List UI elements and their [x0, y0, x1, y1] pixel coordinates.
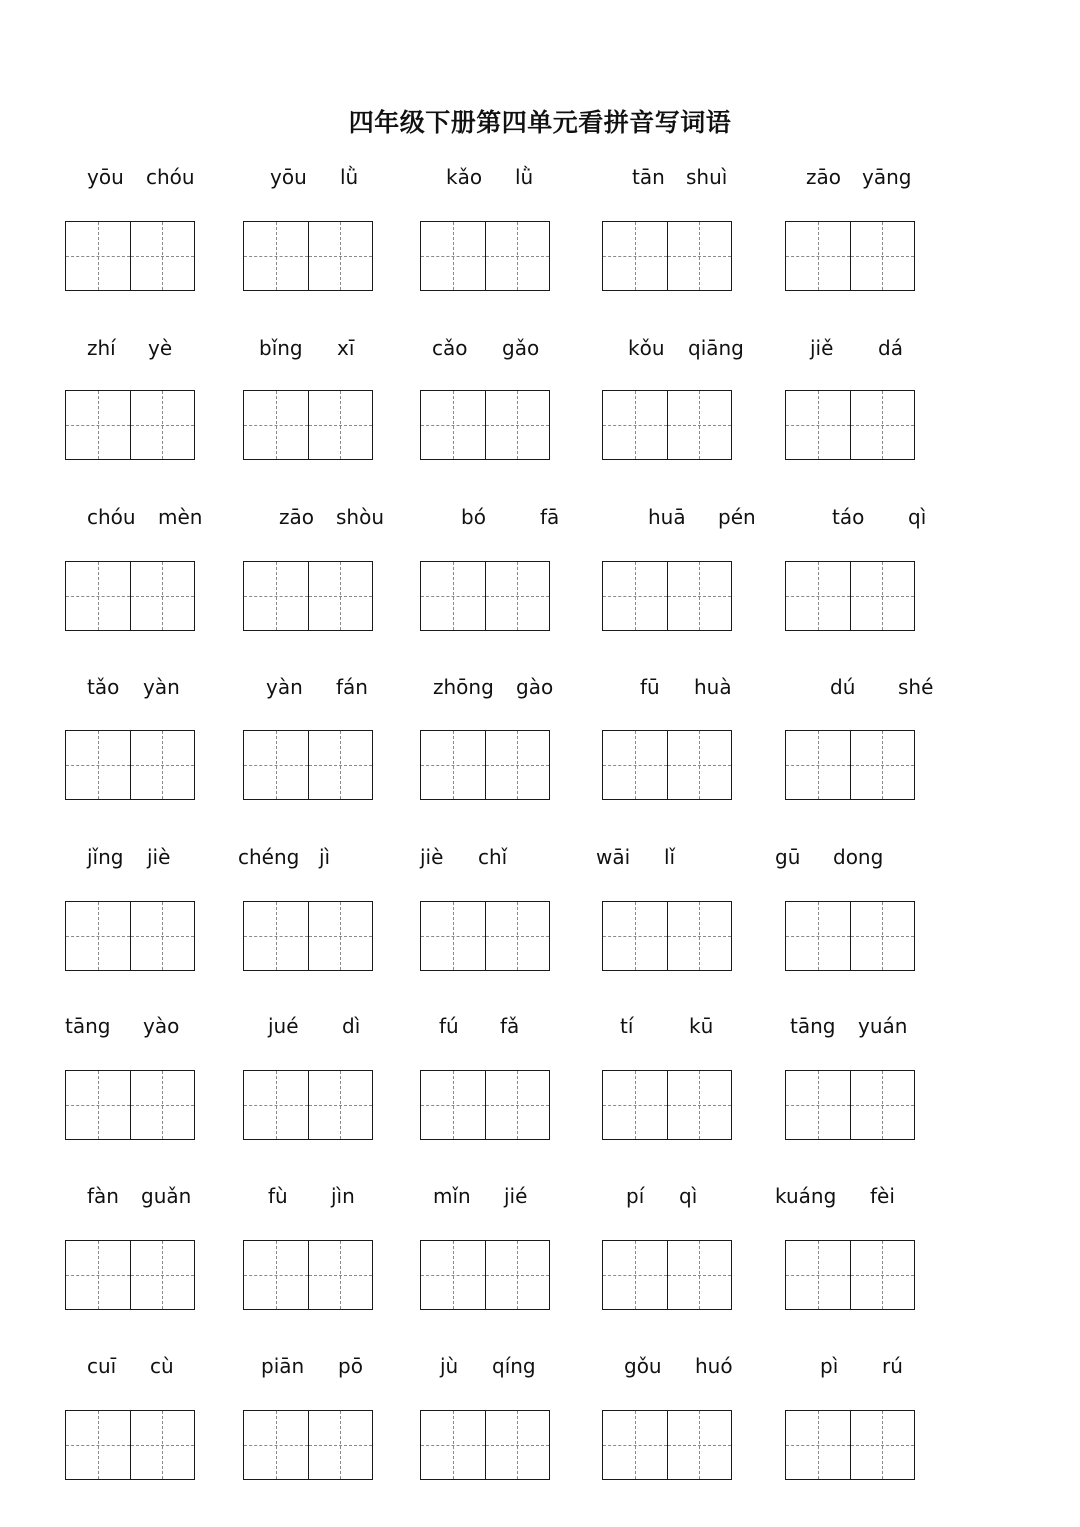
pinyin-syllable: fèi: [870, 1184, 895, 1208]
writing-box[interactable]: [785, 901, 915, 971]
character-cell[interactable]: [130, 1241, 195, 1309]
pinyin-syllable: pén: [718, 505, 756, 529]
character-cell[interactable]: [786, 222, 850, 290]
writing-box[interactable]: [420, 1240, 550, 1310]
writing-box[interactable]: [602, 1410, 732, 1480]
horizontal-guide-line: [244, 425, 308, 426]
writing-box[interactable]: [65, 221, 195, 291]
pinyin-syllable: bǐng: [259, 336, 303, 360]
character-cell[interactable]: [667, 1071, 732, 1139]
pinyin-syllable: pí: [626, 1184, 645, 1208]
character-cell[interactable]: [130, 1411, 195, 1479]
character-cell[interactable]: [244, 731, 308, 799]
writing-box[interactable]: [602, 730, 732, 800]
horizontal-guide-line: [421, 765, 485, 766]
character-cell[interactable]: [667, 1241, 732, 1309]
horizontal-guide-line: [131, 936, 195, 937]
pinyin-syllable: chǐ: [478, 845, 508, 869]
horizontal-guide-line: [486, 256, 550, 257]
pinyin-syllable: fā: [540, 505, 560, 529]
horizontal-guide-line: [786, 936, 850, 937]
pinyin-syllable: kū: [689, 1014, 714, 1038]
pinyin-syllable: fū: [640, 675, 660, 699]
character-cell[interactable]: [786, 1241, 850, 1309]
pinyin-syllable: tāng: [790, 1014, 836, 1038]
character-cell[interactable]: [308, 391, 373, 459]
writing-box[interactable]: [243, 730, 373, 800]
horizontal-guide-line: [486, 596, 550, 597]
horizontal-guide-line: [603, 596, 667, 597]
horizontal-guide-line: [131, 1445, 195, 1446]
horizontal-guide-line: [66, 1105, 130, 1106]
pinyin-syllable: fán: [336, 675, 368, 699]
character-cell[interactable]: [603, 562, 667, 630]
character-cell[interactable]: [850, 222, 915, 290]
writing-box[interactable]: [602, 390, 732, 460]
character-cell[interactable]: [786, 1071, 850, 1139]
character-cell[interactable]: [421, 391, 485, 459]
character-cell[interactable]: [421, 1411, 485, 1479]
pinyin-syllable: piān: [261, 1354, 305, 1378]
character-cell[interactable]: [130, 391, 195, 459]
horizontal-guide-line: [309, 1275, 373, 1276]
character-cell[interactable]: [850, 1071, 915, 1139]
horizontal-guide-line: [66, 256, 130, 257]
horizontal-guide-line: [131, 1275, 195, 1276]
horizontal-guide-line: [421, 1275, 485, 1276]
pinyin-syllable: dì: [342, 1014, 361, 1038]
horizontal-guide-line: [309, 1445, 373, 1446]
horizontal-guide-line: [486, 1275, 550, 1276]
character-cell[interactable]: [308, 222, 373, 290]
pinyin-syllable: qíng: [492, 1354, 536, 1378]
pinyin-syllable: jié: [504, 1184, 528, 1208]
horizontal-guide-line: [668, 1275, 732, 1276]
character-cell[interactable]: [66, 1241, 130, 1309]
character-cell[interactable]: [66, 562, 130, 630]
horizontal-guide-line: [309, 596, 373, 597]
writing-box[interactable]: [602, 1070, 732, 1140]
horizontal-guide-line: [668, 765, 732, 766]
character-cell[interactable]: [850, 1241, 915, 1309]
pinyin-syllable: fǎ: [500, 1014, 520, 1038]
pinyin-syllable: yuán: [858, 1014, 908, 1038]
horizontal-guide-line: [668, 1445, 732, 1446]
character-cell[interactable]: [485, 902, 550, 970]
pinyin-syllable: tǎo: [87, 675, 120, 699]
horizontal-guide-line: [486, 1105, 550, 1106]
character-cell[interactable]: [485, 1071, 550, 1139]
character-cell[interactable]: [667, 1411, 732, 1479]
character-cell[interactable]: [667, 562, 732, 630]
page-title: 四年级下册第四单元看拼音写词语: [348, 108, 732, 137]
pinyin-syllable: fàn: [87, 1184, 119, 1208]
horizontal-guide-line: [66, 425, 130, 426]
character-cell[interactable]: [308, 562, 373, 630]
character-cell[interactable]: [244, 902, 308, 970]
pinyin-syllable: jǐng: [87, 845, 124, 869]
writing-box[interactable]: [65, 730, 195, 800]
horizontal-guide-line: [244, 1445, 308, 1446]
writing-box[interactable]: [420, 390, 550, 460]
horizontal-guide-line: [244, 596, 308, 597]
pinyin-syllable: yào: [143, 1014, 180, 1038]
pinyin-syllable: zāo: [806, 165, 841, 189]
writing-box[interactable]: [243, 221, 373, 291]
writing-box[interactable]: [243, 901, 373, 971]
horizontal-guide-line: [786, 596, 850, 597]
pinyin-syllable: gǎo: [502, 336, 540, 360]
pinyin-syllable: huà: [694, 675, 732, 699]
character-cell[interactable]: [244, 562, 308, 630]
pinyin-syllable: shé: [898, 675, 934, 699]
writing-box[interactable]: [785, 221, 915, 291]
writing-box[interactable]: [420, 730, 550, 800]
character-cell[interactable]: [130, 562, 195, 630]
horizontal-guide-line: [486, 765, 550, 766]
pinyin-syllable: yōu: [270, 165, 307, 189]
horizontal-guide-line: [244, 765, 308, 766]
pinyin-syllable: jiě: [810, 336, 834, 360]
pinyin-syllable: bó: [461, 505, 486, 529]
character-cell[interactable]: [130, 1071, 195, 1139]
writing-box[interactable]: [420, 901, 550, 971]
horizontal-guide-line: [603, 936, 667, 937]
pinyin-syllable: qì: [679, 1184, 698, 1208]
pinyin-syllable: jiè: [147, 845, 171, 869]
horizontal-guide-line: [603, 256, 667, 257]
horizontal-guide-line: [309, 425, 373, 426]
character-cell[interactable]: [485, 1241, 550, 1309]
character-cell[interactable]: [244, 1071, 308, 1139]
character-cell[interactable]: [485, 562, 550, 630]
character-cell[interactable]: [308, 1241, 373, 1309]
pinyin-syllable: fù: [268, 1184, 288, 1208]
horizontal-guide-line: [66, 765, 130, 766]
pinyin-syllable: yàn: [143, 675, 180, 699]
pinyin-syllable: qì: [908, 505, 927, 529]
character-cell[interactable]: [603, 222, 667, 290]
pinyin-syllable: jìn: [331, 1184, 355, 1208]
writing-box[interactable]: [243, 1240, 373, 1310]
pinyin-syllable: fú: [439, 1014, 459, 1038]
horizontal-guide-line: [66, 936, 130, 937]
horizontal-guide-line: [309, 1105, 373, 1106]
pinyin-syllable: chéng: [238, 845, 300, 869]
horizontal-guide-line: [486, 1445, 550, 1446]
horizontal-guide-line: [244, 936, 308, 937]
pinyin-syllable: zāo: [279, 505, 314, 529]
character-cell[interactable]: [421, 902, 485, 970]
character-cell[interactable]: [66, 1411, 130, 1479]
horizontal-guide-line: [309, 765, 373, 766]
pinyin-syllable: yōu: [87, 165, 124, 189]
character-cell[interactable]: [66, 731, 130, 799]
character-cell[interactable]: [130, 902, 195, 970]
character-cell[interactable]: [485, 1411, 550, 1479]
horizontal-guide-line: [131, 425, 195, 426]
character-cell[interactable]: [786, 1411, 850, 1479]
character-cell[interactable]: [421, 562, 485, 630]
pinyin-syllable: huó: [695, 1354, 733, 1378]
pinyin-syllable: rú: [882, 1354, 903, 1378]
character-cell[interactable]: [244, 222, 308, 290]
character-cell[interactable]: [421, 222, 485, 290]
writing-box[interactable]: [602, 561, 732, 631]
writing-box[interactable]: [65, 1240, 195, 1310]
horizontal-guide-line: [851, 765, 915, 766]
pinyin-syllable: zhí: [87, 336, 116, 360]
writing-box[interactable]: [243, 390, 373, 460]
horizontal-guide-line: [603, 425, 667, 426]
pinyin-syllable: jù: [440, 1354, 459, 1378]
pinyin-syllable: gào: [516, 675, 554, 699]
character-cell[interactable]: [667, 731, 732, 799]
character-cell[interactable]: [603, 1241, 667, 1309]
pinyin-syllable: jì: [319, 845, 331, 869]
writing-box[interactable]: [65, 1410, 195, 1480]
pinyin-syllable: shuì: [686, 165, 728, 189]
pinyin-syllable: chóu: [87, 505, 136, 529]
horizontal-guide-line: [421, 1105, 485, 1106]
horizontal-guide-line: [244, 1275, 308, 1276]
character-cell[interactable]: [244, 391, 308, 459]
pinyin-syllable: táo: [832, 505, 865, 529]
horizontal-guide-line: [421, 1445, 485, 1446]
writing-box[interactable]: [243, 561, 373, 631]
writing-box[interactable]: [602, 221, 732, 291]
character-cell[interactable]: [603, 1071, 667, 1139]
horizontal-guide-line: [486, 425, 550, 426]
pinyin-syllable: zhōng: [433, 675, 494, 699]
pinyin-syllable: dong: [833, 845, 884, 869]
character-cell[interactable]: [130, 222, 195, 290]
pinyin-syllable: wāi: [596, 845, 631, 869]
horizontal-guide-line: [851, 1105, 915, 1106]
pinyin-syllable: lǜ: [515, 165, 534, 189]
pinyin-syllable: cù: [150, 1354, 174, 1378]
writing-box[interactable]: [785, 561, 915, 631]
character-cell[interactable]: [667, 222, 732, 290]
character-cell[interactable]: [603, 391, 667, 459]
pinyin-syllable: gū: [775, 845, 801, 869]
character-cell[interactable]: [244, 1411, 308, 1479]
horizontal-guide-line: [603, 765, 667, 766]
character-cell[interactable]: [850, 1411, 915, 1479]
horizontal-guide-line: [131, 256, 195, 257]
horizontal-guide-line: [668, 1105, 732, 1106]
writing-box[interactable]: [243, 1070, 373, 1140]
horizontal-guide-line: [421, 596, 485, 597]
character-cell[interactable]: [786, 562, 850, 630]
writing-box[interactable]: [420, 561, 550, 631]
writing-box[interactable]: [243, 1410, 373, 1480]
writing-box[interactable]: [785, 730, 915, 800]
character-cell[interactable]: [485, 731, 550, 799]
horizontal-guide-line: [851, 596, 915, 597]
character-cell[interactable]: [66, 902, 130, 970]
character-cell[interactable]: [786, 731, 850, 799]
pinyin-syllable: jiè: [420, 845, 444, 869]
horizontal-guide-line: [66, 1275, 130, 1276]
horizontal-guide-line: [668, 596, 732, 597]
character-cell[interactable]: [66, 391, 130, 459]
character-cell[interactable]: [786, 391, 850, 459]
character-cell[interactable]: [308, 902, 373, 970]
horizontal-guide-line: [668, 936, 732, 937]
pinyin-syllable: mèn: [158, 505, 203, 529]
character-cell[interactable]: [308, 731, 373, 799]
horizontal-guide-line: [131, 596, 195, 597]
pinyin-syllable: yàn: [266, 675, 303, 699]
horizontal-guide-line: [786, 425, 850, 426]
horizontal-guide-line: [851, 1275, 915, 1276]
writing-box[interactable]: [65, 901, 195, 971]
horizontal-guide-line: [786, 1105, 850, 1106]
horizontal-guide-line: [66, 1445, 130, 1446]
character-cell[interactable]: [850, 731, 915, 799]
pinyin-syllable: kǒu: [628, 336, 665, 360]
horizontal-guide-line: [668, 256, 732, 257]
writing-box[interactable]: [602, 901, 732, 971]
horizontal-guide-line: [603, 1275, 667, 1276]
character-cell[interactable]: [850, 562, 915, 630]
character-cell[interactable]: [667, 902, 732, 970]
pinyin-syllable: yè: [148, 336, 173, 360]
pinyin-syllable: kǎo: [446, 165, 483, 189]
pinyin-syllable: guǎn: [141, 1184, 192, 1208]
horizontal-guide-line: [786, 1275, 850, 1276]
horizontal-guide-line: [786, 256, 850, 257]
character-cell[interactable]: [850, 902, 915, 970]
character-cell[interactable]: [603, 902, 667, 970]
horizontal-guide-line: [131, 765, 195, 766]
pinyin-syllable: qiāng: [688, 336, 744, 360]
pinyin-syllable: tāng: [65, 1014, 111, 1038]
horizontal-guide-line: [421, 425, 485, 426]
horizontal-guide-line: [851, 425, 915, 426]
pinyin-syllable: lǜ: [340, 165, 359, 189]
horizontal-guide-line: [244, 1105, 308, 1106]
writing-box[interactable]: [65, 1070, 195, 1140]
character-cell[interactable]: [421, 1241, 485, 1309]
pinyin-syllable: tān: [632, 165, 665, 189]
character-cell[interactable]: [421, 731, 485, 799]
horizontal-guide-line: [66, 596, 130, 597]
pinyin-syllable: dú: [830, 675, 856, 699]
pinyin-syllable: mǐn: [433, 1184, 471, 1208]
pinyin-syllable: xī: [337, 336, 355, 360]
writing-box[interactable]: [785, 1070, 915, 1140]
character-cell[interactable]: [786, 902, 850, 970]
character-cell[interactable]: [308, 1411, 373, 1479]
writing-box[interactable]: [420, 1410, 550, 1480]
character-cell[interactable]: [485, 222, 550, 290]
pinyin-syllable: huā: [648, 505, 686, 529]
pinyin-syllable: yāng: [862, 165, 912, 189]
pinyin-syllable: cǎo: [432, 336, 468, 360]
writing-box[interactable]: [602, 1240, 732, 1310]
pinyin-syllable: shòu: [336, 505, 385, 529]
writing-box[interactable]: [785, 1410, 915, 1480]
character-cell[interactable]: [421, 1071, 485, 1139]
horizontal-guide-line: [668, 425, 732, 426]
writing-box[interactable]: [785, 1240, 915, 1310]
horizontal-guide-line: [851, 256, 915, 257]
horizontal-guide-line: [309, 936, 373, 937]
character-cell[interactable]: [130, 731, 195, 799]
pinyin-syllable: kuáng: [775, 1184, 837, 1208]
character-cell[interactable]: [244, 1241, 308, 1309]
character-cell[interactable]: [667, 391, 732, 459]
character-cell[interactable]: [308, 1071, 373, 1139]
pinyin-syllable: gǒu: [624, 1354, 662, 1378]
pinyin-syllable: dá: [878, 336, 903, 360]
horizontal-guide-line: [421, 936, 485, 937]
character-cell[interactable]: [66, 1071, 130, 1139]
writing-box[interactable]: [65, 390, 195, 460]
writing-box[interactable]: [420, 1070, 550, 1140]
horizontal-guide-line: [603, 1105, 667, 1106]
writing-box[interactable]: [420, 221, 550, 291]
character-cell[interactable]: [485, 391, 550, 459]
character-cell[interactable]: [603, 731, 667, 799]
horizontal-guide-line: [851, 936, 915, 937]
pinyin-syllable: chóu: [146, 165, 195, 189]
character-cell[interactable]: [66, 222, 130, 290]
pinyin-syllable: jué: [268, 1014, 299, 1038]
pinyin-syllable: pì: [820, 1354, 839, 1378]
pinyin-syllable: tí: [620, 1014, 634, 1038]
horizontal-guide-line: [309, 256, 373, 257]
character-cell[interactable]: [850, 391, 915, 459]
writing-box[interactable]: [785, 390, 915, 460]
horizontal-guide-line: [786, 1445, 850, 1446]
horizontal-guide-line: [486, 936, 550, 937]
pinyin-syllable: lǐ: [664, 845, 676, 869]
horizontal-guide-line: [131, 1105, 195, 1106]
horizontal-guide-line: [421, 256, 485, 257]
horizontal-guide-line: [603, 1445, 667, 1446]
horizontal-guide-line: [244, 256, 308, 257]
writing-box[interactable]: [65, 561, 195, 631]
horizontal-guide-line: [851, 1445, 915, 1446]
pinyin-syllable: cuī: [87, 1354, 117, 1378]
character-cell[interactable]: [603, 1411, 667, 1479]
horizontal-guide-line: [786, 765, 850, 766]
pinyin-syllable: pō: [338, 1354, 363, 1378]
